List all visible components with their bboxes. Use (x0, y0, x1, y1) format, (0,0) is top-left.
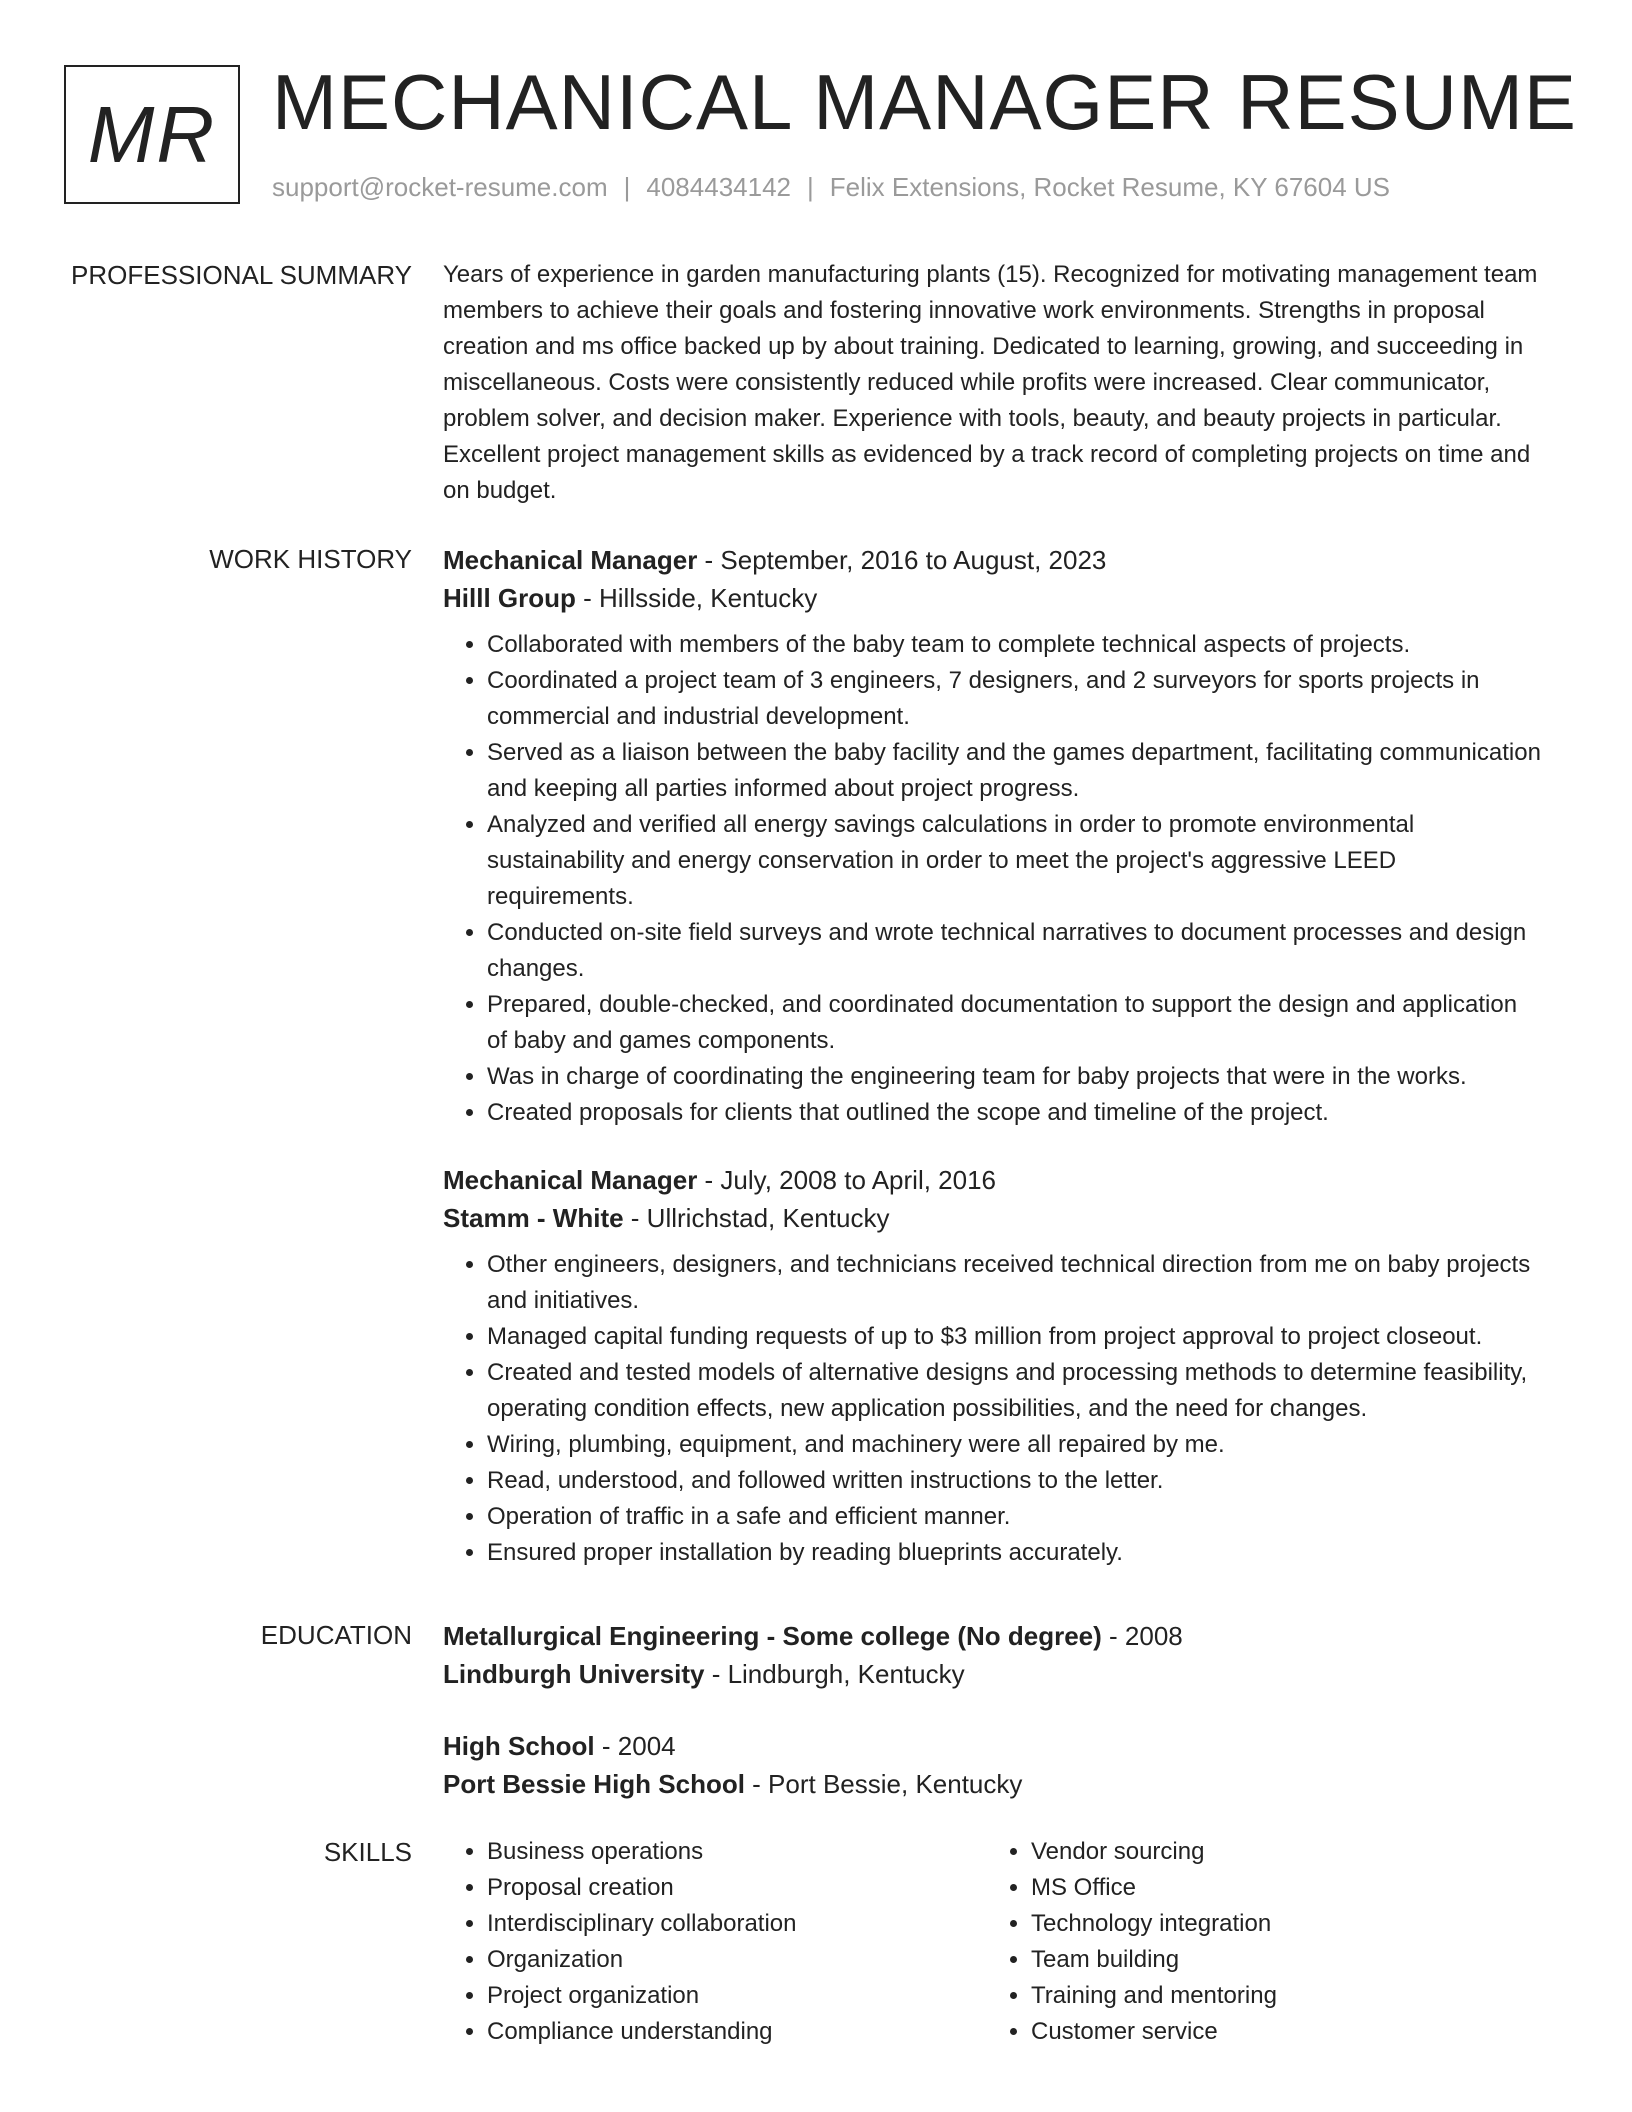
contact-email: support@rocket-resume.com (272, 172, 608, 202)
education-list (443, 1617, 1543, 1803)
education-school-line (443, 1655, 1543, 1693)
job-bullets (443, 627, 1543, 1131)
skill-item: • MS Office (1031, 1870, 1531, 1906)
skill-item: • Organization (487, 1942, 987, 1978)
job-company: Hilll Group (443, 583, 576, 613)
monogram-initials: MR (87, 89, 217, 179)
job-title-line (443, 541, 1543, 579)
education-year: - 2008 (1101, 1621, 1183, 1651)
work-history-heading: WORK HISTORY (209, 544, 412, 574)
job-title: Mechanical Manager (443, 1165, 698, 1195)
skill-item: • Compliance understanding (487, 2014, 987, 2050)
job-title-line (443, 1161, 1543, 1199)
skill-item: • Technology integration (1031, 1906, 1531, 1942)
job-company-line (443, 1199, 1543, 1237)
summary-text: Years of experience in garden manufacturing plants (15). Recognized for motivating management team members to achieve their goals and fostering innovative work environments. Strengths in proposal creation and ms office backed up by about training. Dedicated to learning, growing, and succeeding in miscellaneous. Costs were consistently reduced while profits were increased. Clear communicator, problem solver, and decision maker. Experience with tools, beauty, and beauty projects in particular. Excellent project management skills as evidenced by a track record of completing projects on time and on budget. (443, 261, 1538, 504)
skill-item: • Business operations (487, 1834, 987, 1870)
job-company: Stamm - White (443, 1203, 624, 1233)
contact-separator: | (623, 172, 631, 202)
job-bullet: • Other engineers, designers, and technicians received technical direction from me on baby projects and initiatives. (487, 1247, 1543, 1319)
summary-heading: PROFESSIONAL SUMMARY (71, 260, 412, 290)
job-bullet: • Created proposals for clients that outlined the scope and timeline of the project. (487, 1095, 1543, 1131)
skills-list-left (443, 1834, 987, 2050)
skill-item: • Interdisciplinary collaboration (487, 1906, 987, 1942)
job-location: - Ullrichstad, Kentucky (623, 1203, 890, 1233)
skill-item: • Vendor sourcing (1031, 1834, 1531, 1870)
skills-heading: SKILLS (323, 1837, 412, 1867)
job-title: Mechanical Manager (443, 545, 698, 575)
contact-line (272, 172, 1390, 203)
job-bullet: • Managed capital funding requests of up to $3 million from project approval to project closeout. (487, 1319, 1543, 1355)
education-entry (443, 1617, 1543, 1693)
contact-separator: | (807, 172, 814, 202)
education-degree-line (443, 1617, 1543, 1655)
job-entry (443, 541, 1543, 1131)
education-heading: EDUCATION (260, 1620, 412, 1650)
resume-title: MECHANICAL MANAGER RESUME (272, 58, 1577, 146)
skill-item: • Proposal creation (487, 1870, 987, 1906)
job-bullet: • Ensured proper installation by reading blueprints accurately. (487, 1535, 1543, 1571)
job-bullet: • Was in charge of coordinating the engineering team for baby projects that were in the works. (487, 1059, 1543, 1095)
job-bullet: • Prepared, double-checked, and coordinated documentation to support the design and application of baby and games components. (487, 987, 1543, 1059)
job-bullet: • Conducted on-site field surveys and wrote technical narratives to document processes and design changes. (487, 915, 1543, 987)
job-bullets (443, 1247, 1543, 1571)
monogram-box (64, 65, 240, 204)
education-location: - Lindburgh, Kentucky (704, 1659, 965, 1689)
skill-item: • Project organization (487, 1978, 987, 2014)
job-bullet: • Coordinated a project team of 3 engineers, 7 designers, and 2 surveyors for sports projects in commercial and industrial development. (487, 663, 1543, 735)
education-year: - 2004 (594, 1731, 676, 1761)
job-dates: - July, 2008 to April, 2016 (697, 1165, 997, 1195)
contact-address: Felix Extensions, Rocket Resume, KY 67604 US (829, 172, 1390, 202)
job-bullet: • Wiring, plumbing, equipment, and machinery were all repaired by me. (487, 1427, 1543, 1463)
job-bullet: • Served as a liaison between the baby facility and the games department, facilitating communication and keeping all parties informed about project progress. (487, 735, 1543, 807)
education-school: Port Bessie High School (443, 1769, 745, 1799)
skill-item: • Team building (1031, 1942, 1531, 1978)
education-location: - Port Bessie, Kentucky (744, 1769, 1023, 1799)
job-company-line (443, 579, 1543, 617)
job-bullet: • Collaborated with members of the baby team to complete technical aspects of projects. (487, 627, 1543, 663)
education-degree-line (443, 1727, 1543, 1765)
contact-phone: 4084434142 (646, 172, 791, 202)
education-degree: High School (443, 1731, 595, 1761)
job-dates: - September, 2016 to August, 2023 (697, 545, 1107, 575)
education-school-line (443, 1765, 1543, 1803)
job-entry (443, 1161, 1543, 1571)
job-bullet: • Operation of traffic in a safe and efficient manner. (487, 1499, 1543, 1535)
skill-item: • Training and mentoring (1031, 1978, 1531, 2014)
job-location: - Hillsside, Kentucky (575, 583, 818, 613)
education-school: Lindburgh University (443, 1659, 705, 1689)
skill-item: • Customer service (1031, 2014, 1531, 2050)
education-degree: Metallurgical Engineering - Some college (No degree) (443, 1621, 1102, 1651)
skills-list-right (987, 1834, 1531, 2050)
job-bullet: • Read, understood, and followed written instructions to the letter. (487, 1463, 1543, 1499)
work-history-list (443, 541, 1543, 1571)
job-bullet: • Analyzed and verified all energy savings calculations in order to promote environmental sustainability and energy conservation in order to meet the project's aggressive LEED requirements. (487, 807, 1543, 915)
job-bullet: • Created and tested models of alternative designs and processing methods to determine feasibility, operating condition effects, new application possibilities, and the need for changes. (487, 1355, 1543, 1427)
education-entry (443, 1727, 1543, 1803)
